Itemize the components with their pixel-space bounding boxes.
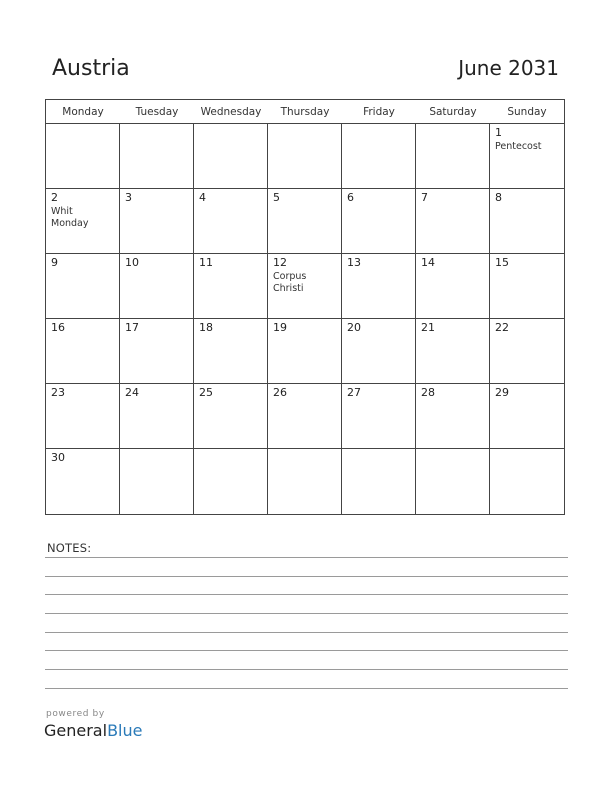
day-number: 6 <box>347 191 354 204</box>
notes-line <box>45 688 568 689</box>
day-number: 25 <box>199 386 213 399</box>
weekday-header: Thursday <box>268 100 342 124</box>
day-cell <box>342 384 416 449</box>
day-cell <box>120 124 194 189</box>
day-cell <box>416 254 490 319</box>
day-cell <box>490 124 564 189</box>
day-number: 2 <box>51 191 58 204</box>
day-cell <box>194 189 268 254</box>
day-cell <box>416 449 490 514</box>
day-cell <box>46 319 120 384</box>
day-number: 13 <box>347 256 361 269</box>
day-cell <box>490 189 564 254</box>
day-cell <box>194 254 268 319</box>
generalblue-logo[interactable] <box>44 721 142 740</box>
day-cell <box>120 254 194 319</box>
weekday-header: Friday <box>342 100 416 124</box>
day-cell <box>490 319 564 384</box>
day-cell <box>46 449 120 514</box>
day-cell <box>120 189 194 254</box>
day-number: 10 <box>125 256 139 269</box>
month-title: June 2031 <box>458 56 559 80</box>
day-number: 7 <box>421 191 428 204</box>
day-cell <box>416 384 490 449</box>
day-cell <box>46 254 120 319</box>
holiday-label: Whit Monday <box>51 206 89 229</box>
day-cell <box>194 384 268 449</box>
day-number: 15 <box>495 256 509 269</box>
day-number: 11 <box>199 256 213 269</box>
day-number: 29 <box>495 386 509 399</box>
day-number: 5 <box>273 191 280 204</box>
weekday-header: Wednesday <box>194 100 268 124</box>
day-cell <box>268 189 342 254</box>
day-number: 30 <box>51 451 65 464</box>
day-number: 9 <box>51 256 58 269</box>
day-number: 3 <box>125 191 132 204</box>
calendar-grid <box>45 99 565 515</box>
day-cell <box>342 254 416 319</box>
day-cell <box>342 449 416 514</box>
brand-general: General <box>44 721 108 740</box>
notes-line <box>45 613 568 614</box>
holiday-label: Pentecost <box>495 141 542 152</box>
day-cell <box>490 384 564 449</box>
day-cell <box>342 189 416 254</box>
weekday-header: Tuesday <box>120 100 194 124</box>
day-number: 4 <box>199 191 206 204</box>
day-cell <box>46 189 120 254</box>
brand-blue: Blue <box>107 721 143 740</box>
day-cell <box>194 449 268 514</box>
weekday-header: Saturday <box>416 100 490 124</box>
country-title: Austria <box>52 56 130 81</box>
day-cell <box>490 449 564 514</box>
notes-line <box>45 650 568 651</box>
notes-line <box>45 594 568 595</box>
day-number: 26 <box>273 386 287 399</box>
day-cell <box>194 319 268 384</box>
weekday-header: Sunday <box>490 100 564 124</box>
day-cell <box>120 319 194 384</box>
holiday-label: Corpus Christi <box>273 271 307 294</box>
day-cell <box>490 254 564 319</box>
notes-line <box>45 632 568 633</box>
day-cell <box>120 449 194 514</box>
day-cell <box>46 124 120 189</box>
day-number: 16 <box>51 321 65 334</box>
notes-line <box>45 576 568 577</box>
day-number: 28 <box>421 386 435 399</box>
day-cell <box>268 124 342 189</box>
weekday-header: Monday <box>46 100 120 124</box>
day-cell <box>194 124 268 189</box>
day-number: 27 <box>347 386 361 399</box>
day-cell <box>120 384 194 449</box>
day-number: 21 <box>421 321 435 334</box>
notes-line <box>45 557 568 558</box>
day-cell <box>46 384 120 449</box>
day-number: 22 <box>495 321 509 334</box>
day-number: 20 <box>347 321 361 334</box>
notes-line <box>45 669 568 670</box>
day-number: 23 <box>51 386 65 399</box>
day-number: 12 <box>273 256 287 269</box>
day-cell <box>416 319 490 384</box>
day-cell <box>268 254 342 319</box>
day-cell <box>268 449 342 514</box>
day-number: 17 <box>125 321 139 334</box>
day-cell <box>268 384 342 449</box>
day-cell <box>342 319 416 384</box>
notes-label: NOTES: <box>47 541 92 555</box>
day-number: 24 <box>125 386 139 399</box>
day-cell <box>268 319 342 384</box>
day-number: 8 <box>495 191 502 204</box>
day-cell <box>342 124 416 189</box>
powered-by-text: powered by <box>46 709 105 719</box>
day-cell <box>416 124 490 189</box>
day-number: 19 <box>273 321 287 334</box>
day-number: 1 <box>495 126 502 139</box>
day-cell <box>416 189 490 254</box>
day-number: 14 <box>421 256 435 269</box>
day-number: 18 <box>199 321 213 334</box>
